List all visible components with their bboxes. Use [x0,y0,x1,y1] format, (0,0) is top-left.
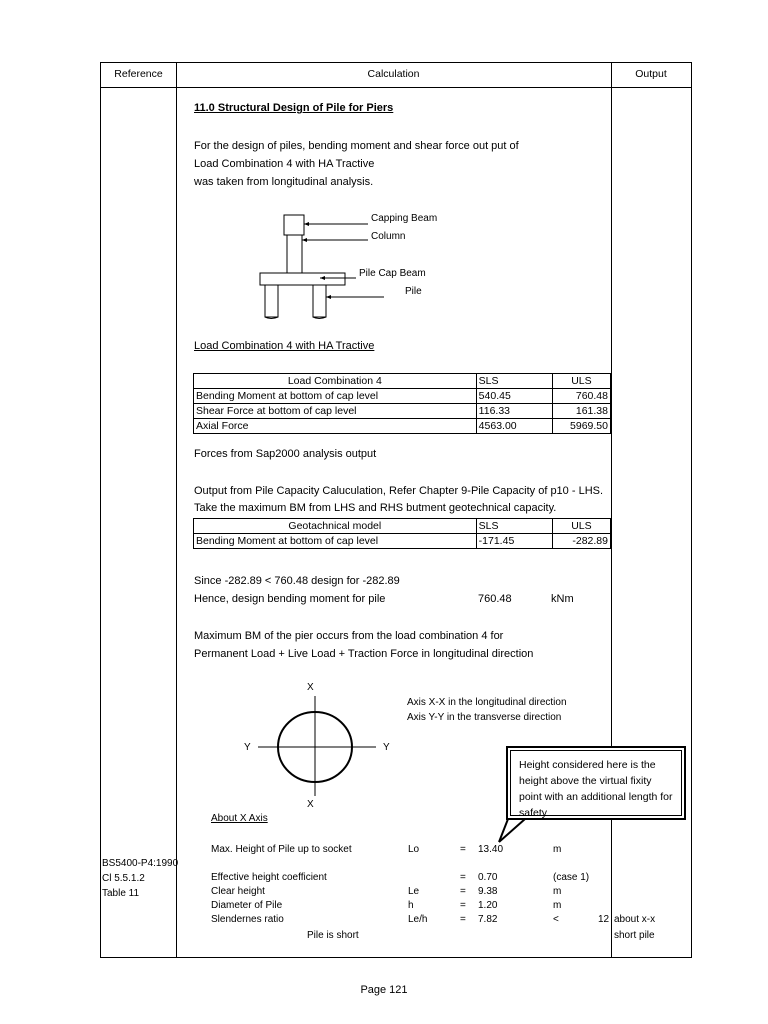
calc-unit: m [553,844,562,855]
header-output: Output [635,68,667,80]
table-cell: 760.48 [552,389,610,404]
calc-unit: (case 1) [553,872,590,883]
reference-code: BS5400-P4:1990 [102,858,179,869]
axis-label-y-right: Y [383,742,390,753]
axis-note-2: Axis Y-Y in the transverse direction [407,712,562,723]
calc-label: Effective height coefficient [211,872,327,883]
calc-unit: m [553,886,562,897]
height-callout [506,746,686,820]
label-pile-cap-beam: Pile Cap Beam [359,268,426,279]
calc-equals: = [460,844,466,855]
limit-value: 12 [598,914,610,925]
calc-label: Clear height [211,886,265,897]
table-cell: 161.38 [552,404,610,419]
design-bm-value: 760.48 [478,593,512,605]
table-cell: 540.45 [476,389,552,404]
table-cell: 4563.00 [476,419,552,434]
axis-label-x-bottom: X [307,799,314,810]
load-combo-heading: Load Combination 4 with HA Tractive [194,340,375,352]
output-text-1: Output from Pile Capacity Caluculation, Refer Chapter 9-Pile Capacity of p10 - LHS. [194,485,604,497]
axis-note-1: Axis X-X in the longitudinal direction [407,697,567,708]
calc-symbol: Lo [408,844,420,855]
header-calculation: Calculation [367,68,420,80]
reference-clause: Cl 5.5.1.2 [102,873,145,884]
design-bm-label: Hence, design bending moment for pile [194,593,386,605]
page-number: Page 121 [360,984,408,996]
calc-value: 7.82 [478,914,498,925]
callout-text: Height considered here is the height above the virtual fixity point with an additional length for safety [510,750,682,816]
calc-equals: = [460,886,466,897]
calc-value: 13.40 [478,844,504,855]
table-cell: Axial Force [194,419,477,434]
table-cell: 116.33 [476,404,552,419]
calc-symbol: Le/h [408,914,428,925]
forces-note: Forces from Sap2000 analysis output [194,448,377,460]
table-cell: Shear Force at bottom of cap level [194,404,477,419]
output-short-pile: short pile [614,930,655,941]
axis-label-y-left: Y [244,742,251,753]
table-header: ULS [552,374,610,389]
label-capping-beam: Capping Beam [371,213,438,224]
calc-equals: = [460,900,466,911]
table-cell: -171.45 [476,534,552,549]
calc-value: 1.20 [478,900,498,911]
design-bm-unit: kNm [551,593,574,605]
calc-label: Slendernes ratio [211,914,284,925]
table-header: ULS [552,519,610,534]
label-pile: Pile [405,286,422,297]
calc-unit: m [553,900,562,911]
calc-value: 0.70 [478,872,498,883]
table-header: SLS [476,374,552,389]
table-cell: 5969.50 [552,419,610,434]
intro-line-1: For the design of piles, bending moment and shear force out put of [194,140,519,152]
table-header: SLS [476,519,552,534]
table-cell: Bending Moment at bottom of cap level [194,534,477,549]
label-column: Column [371,231,406,242]
calc-equals: = [460,914,466,925]
calc-value: 9.38 [478,886,498,897]
table-header: Geotachnical model [194,519,477,534]
max-bm-text-2: Permanent Load + Live Load + Traction Force in longitudinal direction [194,648,534,660]
calc-symbol: h [408,900,414,911]
max-bm-text-1: Maximum BM of the pier occurs from the load combination 4 for [194,630,504,642]
intro-line-3: was taken from longitudinal analysis. [194,176,374,188]
table-cell: -282.89 [552,534,610,549]
header-reference: Reference [114,68,163,80]
about-x-heading: About X Axis [211,813,268,824]
since-line: Since -282.89 < 760.48 design for -282.89 [194,575,400,587]
axis-label-x-top: X [307,682,314,693]
reference-table: Table 11 [102,888,140,899]
calc-label: Max. Height of Pile up to socket [211,844,352,855]
calc-label: Diameter of Pile [211,900,283,911]
calc-symbol: Le [408,886,420,897]
intro-line-2: Load Combination 4 with HA Tractive [194,158,375,170]
calc-unit: < [553,914,559,925]
pile-short-text: Pile is short [307,930,359,941]
calc-equals: = [460,872,466,883]
table-header: Load Combination 4 [194,374,477,389]
table-cell: Bending Moment at bottom of cap level [194,389,477,404]
output-text-2: Take the maximum BM from LHS and RHS butment geotechnical capacity. [194,502,557,514]
output-about-xx: about x-x [614,914,656,925]
section-title: 11.0 Structural Design of Pile for Piers [194,102,394,114]
